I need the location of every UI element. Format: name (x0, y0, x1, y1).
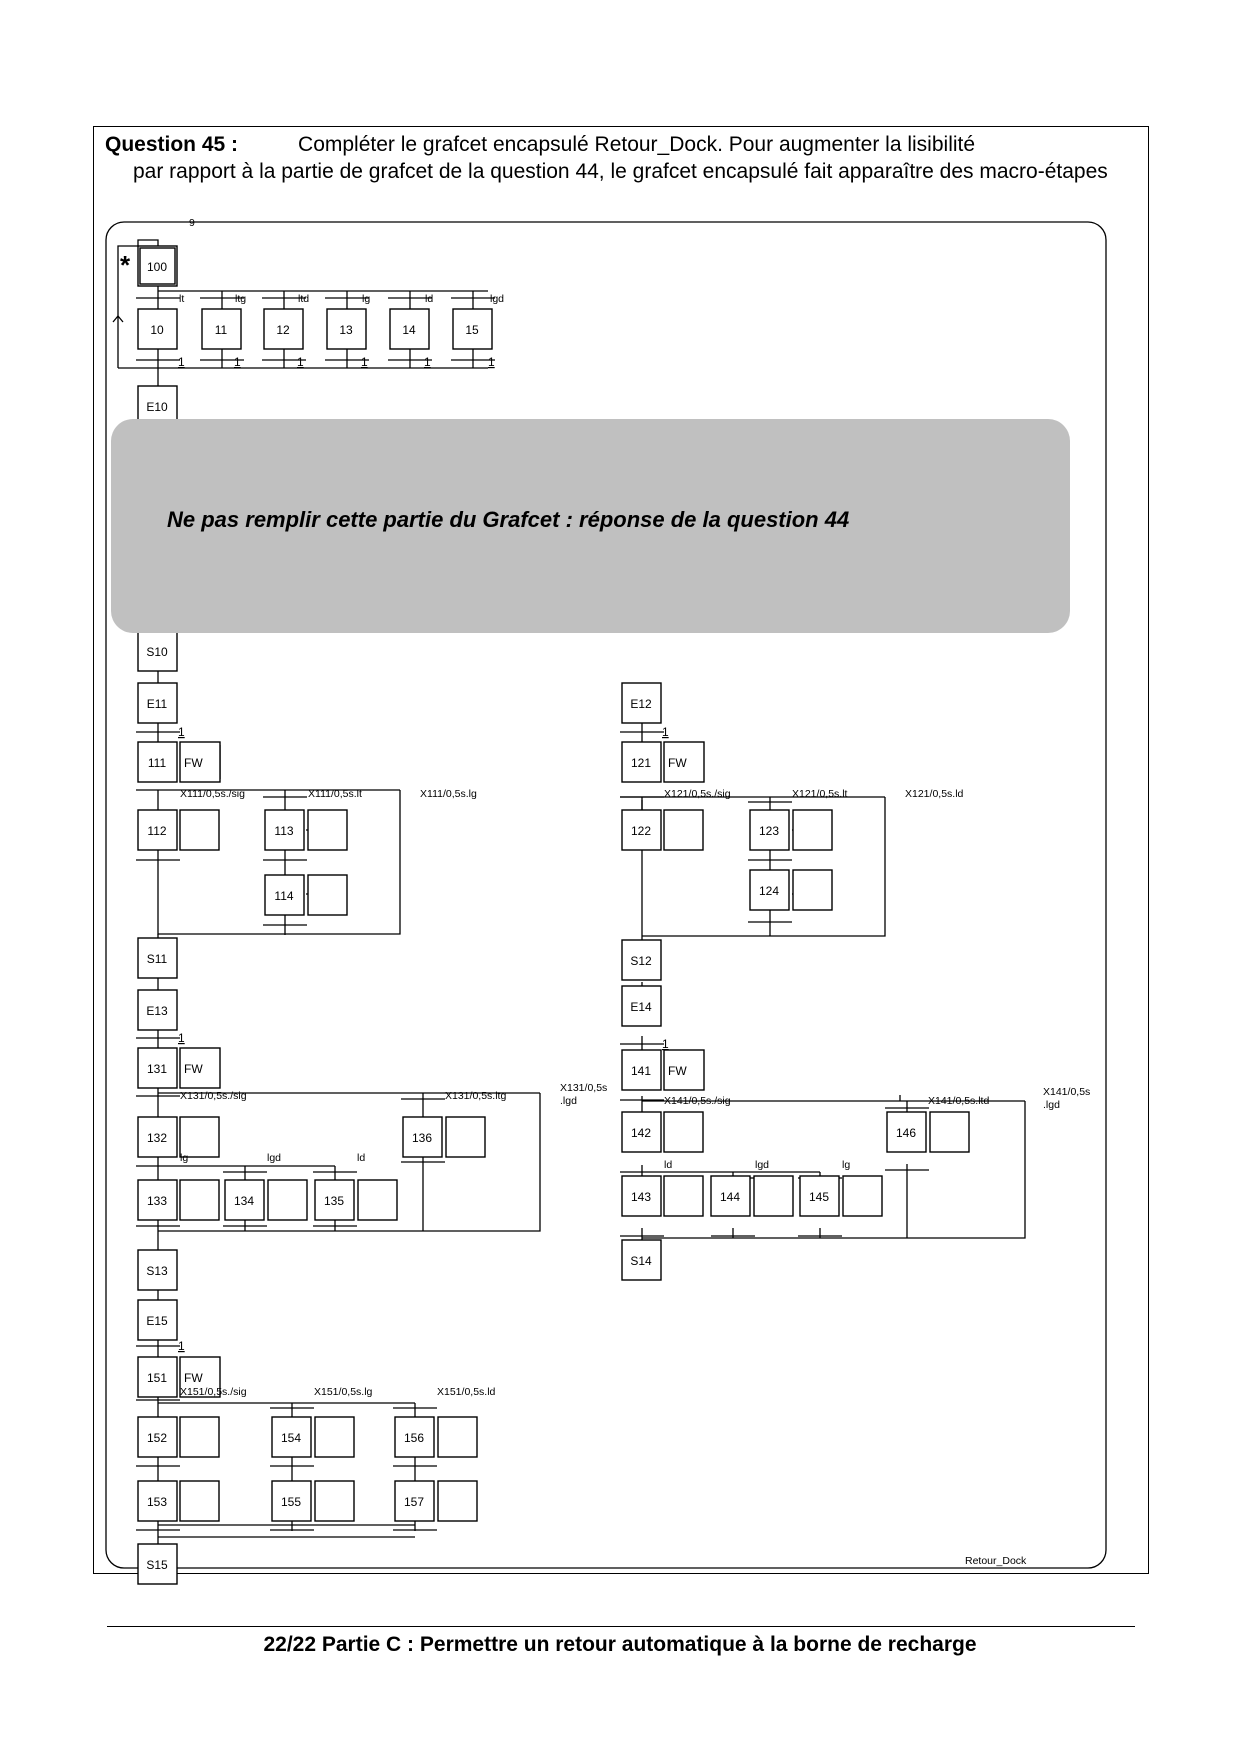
label-133: 133 (146, 1194, 168, 1208)
label-15: 15 (465, 323, 479, 337)
label-S13: S13 (146, 1264, 168, 1278)
question-label: Question 45 : (105, 133, 239, 156)
label-E14: E14 (630, 1000, 652, 1014)
label-S11: S11 (146, 952, 168, 966)
fw-151: FW (184, 1371, 203, 1385)
t15-1: 1 (488, 355, 495, 369)
label-10: 10 (150, 323, 164, 337)
c151-2: X151/0,5s.lg (314, 1386, 373, 1398)
fw-141: FW (668, 1064, 687, 1078)
label-11: 11 (214, 323, 228, 337)
action-134 (268, 1180, 307, 1220)
cond-lt: lt (179, 293, 185, 305)
c141-3b: .lgd (1043, 1099, 1060, 1111)
tE12-1: 1 (662, 725, 669, 739)
c141-1: X141/0,5s./sig (664, 1095, 731, 1107)
p131-1: lg (180, 1152, 189, 1164)
label-124: 124 (758, 884, 780, 898)
t13-1: 1 (361, 355, 368, 369)
action-145 (843, 1176, 882, 1216)
action-152 (180, 1417, 219, 1457)
c131-3a: X131/0,5s (560, 1082, 608, 1094)
p141-2: lgd (755, 1159, 770, 1171)
question-text-1: Compléter le grafcet encapsulé Retour_Dock. Pour augmenter la lisibilité (298, 133, 976, 156)
label-145: 145 (808, 1190, 830, 1204)
cond-ltg: ltg (235, 293, 247, 305)
label-131: 131 (146, 1062, 168, 1076)
c131-1: X131/0,5s./sig (180, 1090, 247, 1102)
c111-3: X111/0,5s.lg (420, 788, 477, 800)
label-12: 12 (276, 323, 290, 337)
c111-1: X111/0,5s./sig (180, 788, 245, 800)
label-121: 121 (630, 756, 652, 770)
c151-3: X151/0,5s.ld (437, 1386, 496, 1398)
label-122: 122 (630, 824, 652, 838)
c131-2: X131/0,5s.ltg (445, 1090, 507, 1102)
cond-ld: ld (425, 293, 434, 305)
action-124 (793, 870, 832, 910)
c141-3a: X141/0,5s (1043, 1086, 1091, 1098)
label-132: 132 (146, 1131, 168, 1145)
page-footer: 22/22 Partie C : Permettre un retour automatique à la borne de recharge (263, 1633, 977, 1656)
action-132 (180, 1117, 219, 1157)
footer-rule (107, 1626, 1135, 1627)
action-144 (754, 1176, 793, 1216)
tE13-1: 1 (178, 1031, 185, 1045)
label-144: 144 (719, 1190, 741, 1204)
action-146 (930, 1112, 969, 1152)
label-E10: E10 (146, 400, 168, 414)
t11-1: 1 (234, 355, 241, 369)
fw-131: FW (184, 1062, 203, 1076)
c121-1: X121/0,5s./sig (664, 788, 731, 800)
label-151: 151 (146, 1371, 168, 1385)
label-100: 100 (146, 260, 168, 274)
label-112: 112 (147, 824, 167, 838)
masked-area-note: Ne pas remplir cette partie du Grafcet : réponse de la question 44 (167, 507, 850, 532)
tE11-1: 1 (178, 725, 185, 739)
t14-1: 1 (424, 355, 431, 369)
label-E11: E11 (146, 697, 168, 711)
fw-121: FW (668, 756, 687, 770)
p141-1: ld (664, 1159, 673, 1171)
action-123 (793, 810, 832, 850)
label-123: 123 (758, 824, 780, 838)
label-E13: E13 (146, 1004, 168, 1018)
label-141: 141 (630, 1064, 652, 1078)
label-153: 153 (146, 1495, 168, 1509)
action-114 (308, 875, 347, 915)
action-154 (315, 1417, 354, 1457)
label-154: 154 (280, 1431, 302, 1445)
c151-1: X151/0,5s./sig (180, 1386, 247, 1398)
macro-name: Retour_Dock (965, 1555, 1027, 1567)
p131-2: lgd (267, 1152, 282, 1164)
c141-2: X141/0,5s.ltd (928, 1095, 990, 1107)
label-152: 152 (146, 1431, 168, 1445)
label-142: 142 (630, 1126, 652, 1140)
top-label: 9 (189, 217, 195, 229)
t12-1: 1 (297, 355, 304, 369)
action-153 (180, 1481, 219, 1521)
label-14: 14 (402, 323, 416, 337)
action-143 (664, 1176, 703, 1216)
label-113: 113 (274, 824, 294, 838)
label-156: 156 (403, 1431, 425, 1445)
cond-lg: lg (362, 293, 371, 305)
cond-ltd: ltd (298, 293, 310, 305)
label-E12: E12 (630, 697, 652, 711)
tE14-1: 1 (662, 1037, 669, 1051)
tE15-1: 1 (178, 1339, 185, 1353)
label-13: 13 (339, 323, 353, 337)
action-135 (358, 1180, 397, 1220)
label-157: 157 (403, 1495, 425, 1509)
c121-2: X121/0,5s.lt (792, 788, 848, 800)
p141-3: lg (842, 1159, 851, 1171)
cond-lgd: lgd (490, 293, 505, 305)
action-157 (438, 1481, 477, 1521)
label-135: 135 (323, 1194, 345, 1208)
label-111: 111 (147, 756, 167, 770)
action-133 (180, 1180, 219, 1220)
action-112 (180, 810, 219, 850)
label-146: 146 (895, 1126, 917, 1140)
fw-111: FW (184, 756, 203, 770)
c111-2: X111/0,5s.lt (308, 788, 362, 800)
action-136 (446, 1117, 485, 1157)
label-E15: E15 (146, 1314, 168, 1328)
action-122 (664, 810, 703, 850)
label-136: 136 (411, 1131, 433, 1145)
label-S12: S12 (630, 954, 652, 968)
label-S14: S14 (630, 1254, 652, 1268)
action-142 (664, 1112, 703, 1152)
label-134: 134 (233, 1194, 255, 1208)
c131-3b: .lgd (560, 1095, 577, 1107)
label-S10: S10 (146, 645, 168, 659)
c121-3: X121/0,5s.ld (905, 788, 964, 800)
label-114: 114 (274, 889, 294, 903)
label-143: 143 (630, 1190, 652, 1204)
p131-3: ld (357, 1152, 366, 1164)
action-155 (315, 1481, 354, 1521)
action-113 (308, 810, 347, 850)
question-text-2: par rapport à la partie de grafcet de la question 44, le grafcet encapsulé fait apparaître des macro-étapes (133, 160, 1108, 183)
action-156 (438, 1417, 477, 1457)
label-S15: S15 (146, 1558, 168, 1572)
label-155: 155 (280, 1495, 302, 1509)
t10-1: 1 (178, 355, 185, 369)
initial-star: * (120, 250, 131, 280)
